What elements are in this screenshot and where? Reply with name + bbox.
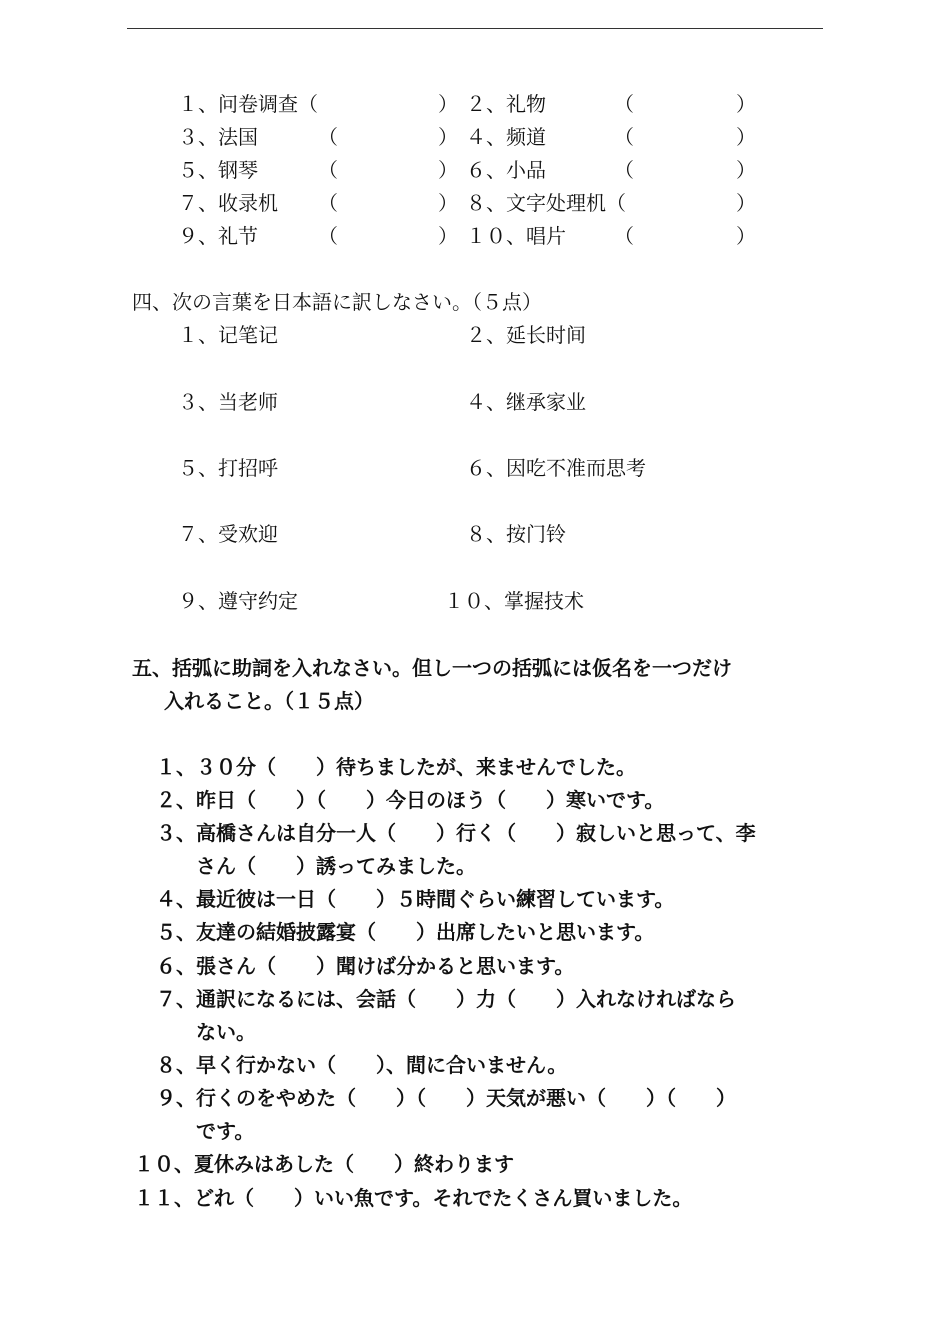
section-title-cont: 入れること。（１５点）: [164, 689, 374, 713]
bracket-open: （: [318, 224, 338, 248]
question-line: １１、どれ（ ）いい魚です。それでたくさん買いました。: [134, 1186, 693, 1210]
question-line: １０、夏休みはあした（ ）終わります: [134, 1152, 514, 1176]
bracket-open: （: [318, 158, 338, 182]
bracket-open: （: [318, 191, 338, 215]
bracket-close: ）: [438, 224, 458, 248]
translation-item: ４、继承家业: [466, 390, 586, 414]
question-line: ３、高橋さんは自分一人（ ）行く（ ）寂しいと思って、李: [156, 821, 756, 845]
vocab-item: ７、收录机: [178, 191, 278, 215]
bracket-close: ）: [736, 92, 756, 116]
bracket-open: （: [318, 125, 338, 149]
bracket-close: ）: [438, 191, 458, 215]
bracket-open: （: [614, 224, 634, 248]
translation-item: １０、掌握技术: [444, 589, 584, 613]
vocab-item: ４、频道: [466, 125, 546, 149]
question-line-cont: です。: [196, 1119, 255, 1143]
bracket-close: ）: [736, 158, 756, 182]
vocab-item: ５、钢琴: [178, 158, 258, 182]
question-line: ６、張さん（ ）聞けば分かると思います。: [156, 954, 575, 978]
vocab-item: １０、唱片: [466, 224, 566, 248]
header-rule: [127, 28, 823, 29]
bracket-open: （: [614, 125, 634, 149]
translation-item: ２、延长时间: [466, 323, 586, 347]
question-line: １、３０分（ ）待ちましたが、来ませんでした。: [156, 755, 636, 779]
section-title: 五、括弧に助詞を入れなさい。但し一つの括弧には仮名を一つだけ: [132, 656, 732, 680]
vocab-item: ３、法国: [178, 125, 258, 149]
vocab-item: ２、礼物: [466, 92, 546, 116]
question-line: ９、行くのをやめた（ ）（ ）天気が悪い（ ）（ ）: [156, 1086, 736, 1110]
question-line-cont: ない。: [196, 1020, 256, 1044]
section-title: 四、次の言葉を日本語に訳しなさい。（５点）: [132, 290, 542, 314]
question-line: ２、昨日（ ）（ ）今日のほう（ ）寒いです。: [156, 788, 665, 812]
question-line: ５、友達の結婚披露宴（ ）出席したいと思います。: [156, 920, 655, 944]
bracket-close: ）: [438, 92, 458, 116]
question-line: ７、通訳になるには、会話（ ）力（ ）入れなければなら: [156, 987, 736, 1011]
bracket-close: ）: [438, 158, 458, 182]
translation-item: １、记笔记: [178, 323, 278, 347]
bracket-close: ）: [736, 191, 756, 215]
bracket-close: ）: [438, 125, 458, 149]
vocab-item: ９、礼节: [178, 224, 258, 248]
question-line: ４、最近彼は一日（ ）５時間ぐらい練習しています。: [156, 887, 675, 911]
translation-item: ９、遵守约定: [178, 589, 298, 613]
bracket-close: ）: [736, 125, 756, 149]
translation-item: ８、按门铃: [466, 522, 566, 546]
question-line: ８、早く行かない（ ）、間に合いません。: [156, 1053, 568, 1077]
question-line-cont: さん（ ）誘ってみました。: [196, 854, 476, 878]
bracket-close: ）: [736, 224, 756, 248]
translation-item: ３、当老师: [178, 390, 278, 414]
vocab-item: ６、小品: [466, 158, 546, 182]
translation-item: ５、打招呼: [178, 456, 278, 480]
bracket-open: （: [614, 92, 634, 116]
translation-item: ６、因吃不准而思考: [466, 456, 646, 480]
vocab-item: １、问卷调查（: [178, 92, 318, 116]
vocab-item: ８、文字处理机（: [466, 191, 626, 215]
translation-item: ７、受欢迎: [178, 522, 278, 546]
bracket-open: （: [614, 158, 634, 182]
